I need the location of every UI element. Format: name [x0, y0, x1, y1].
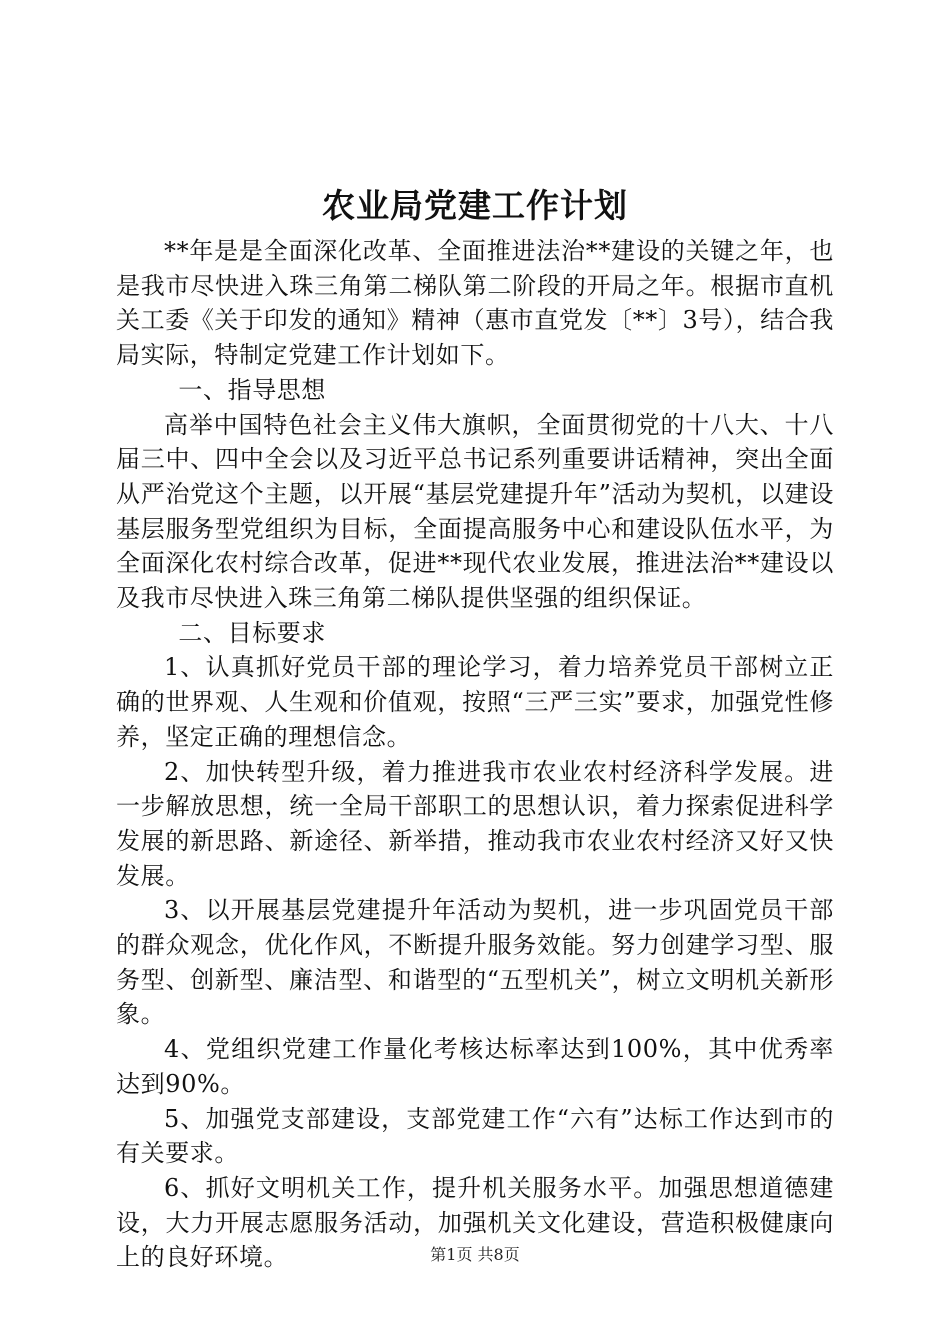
- section-heading-goals: 二、目标要求: [178, 618, 326, 647]
- goal-item-6: 6、抓好文明机关工作，提升机关服务水平。加强思想道德建设，大力开展志愿服务活动，加强机关文化建设，营造积极健康向上的良好环境。: [116, 1173, 834, 1272]
- paragraph-intro: **年是是全面深化改革、全面推进法治**建设的关键之年，也是我市尽快进入珠三角第二梯队第二阶段的开局之年。根据市直机关工委《关于印发的通知》精神（惠市直党发〔**〕3号），结合我局实际，特制定党建工作计划如下。: [116, 237, 834, 370]
- goal-item-3: 3、以开展基层党建提升年活动为契机，进一步巩固党员干部的群众观念，优化作风，不断提升服务效能。努力创建学习型、服务型、创新型、廉洁型、和谐型的“五型机关”，树立文明机关新形象。: [116, 896, 834, 1029]
- goal-item-1: 1、认真抓好党员干部的理论学习，着力培养党员干部树立正确的世界观、人生观和价值观，按照“三严三实”要求，加强党性修养，坚定正确的理想信念。: [116, 653, 834, 751]
- goal-item-5: 5、加强党支部建设，支部党建工作“六有”达标工作达到市的有关要求。: [116, 1104, 834, 1168]
- document-body: [116, 234, 834, 1275]
- page-number-footer: 第1页 共8页: [430, 1245, 520, 1264]
- goal-item-4: 4、党组织党建工作量化考核达标率达到100%，其中优秀率达到90%。: [116, 1035, 834, 1098]
- document-title: 农业局党建工作计划: [322, 186, 628, 225]
- goal-item-2: 2、加快转型升级，着力推进我市农业农村经济科学发展。进一步解放思想，统一全局干部职工的思想认识，着力探索促进科学发展的新思路、新途径、新举措，推动我市农业农村经济又好又快发展。: [116, 757, 834, 890]
- section-heading-guiding-ideology: 一、指导思想: [178, 375, 326, 404]
- paragraph-guiding-ideology: 高举中国特色社会主义伟大旗帜，全面贯彻党的十八大、十八届三中、四中全会以及习近平总书记系列重要讲话精神，突出全面从严治党这个主题，以开展“基层党建提升年”活动为契机，以建设基层服务型党组织为目标，全面提高服务中心和建设队伍水平，为全面深化农村综合改革，促进**现代农业发展，推进法治**建设以及我市尽快进入珠三角第二梯队提供坚强的组织保证。: [116, 410, 834, 613]
